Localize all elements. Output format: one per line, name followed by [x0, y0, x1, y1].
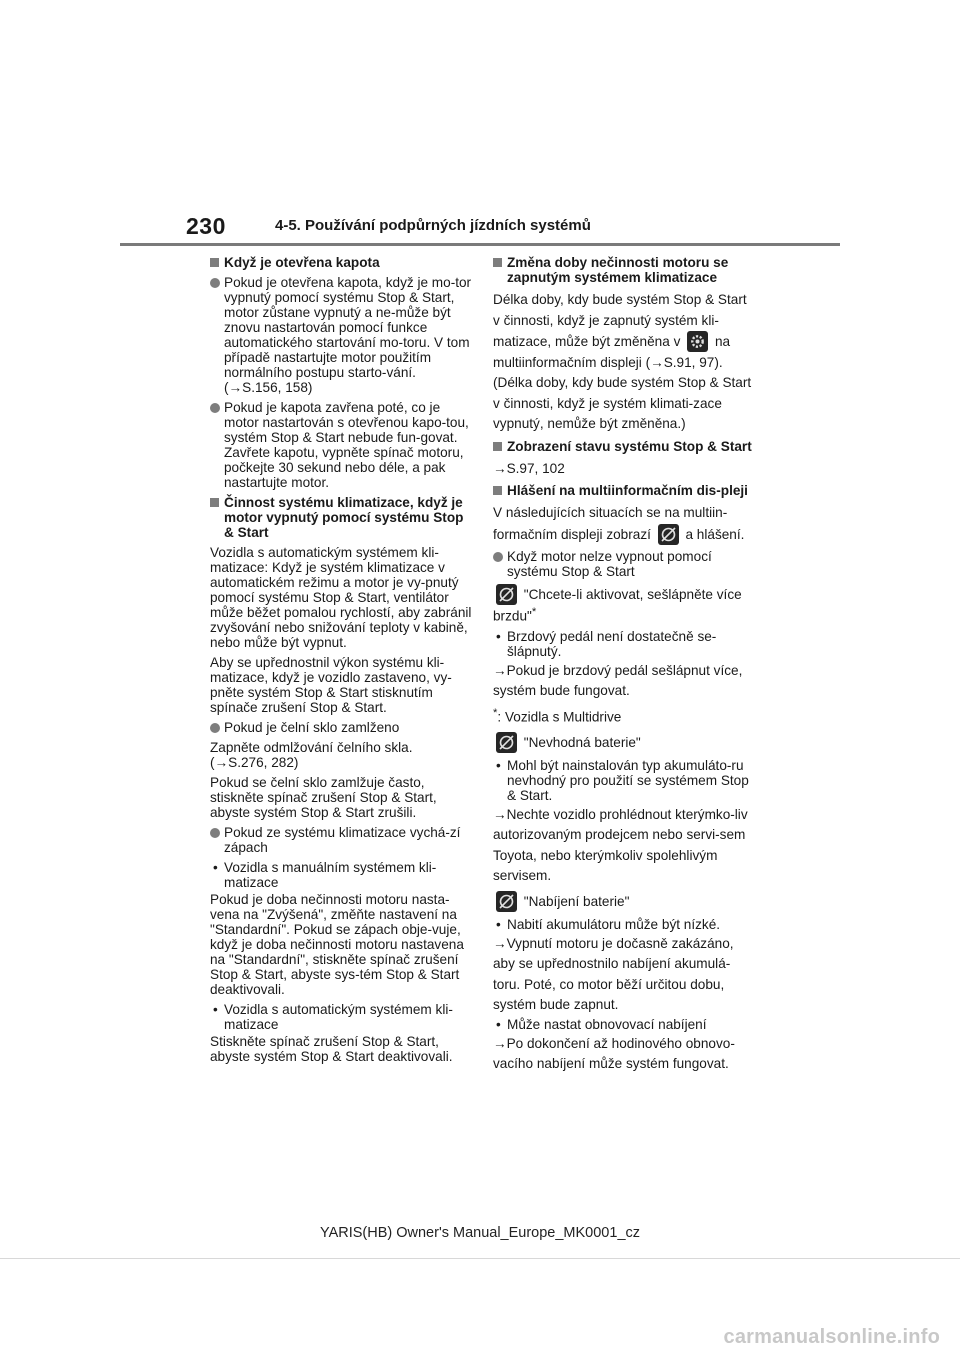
header-divider	[120, 243, 840, 246]
footer-divider	[0, 1258, 960, 1259]
gear-icon	[687, 331, 708, 352]
message-line: "Nevhodná baterie"	[493, 732, 755, 753]
paragraph: Délka doby, kdy bude systém Stop & Start v činnosti, když je zapnutý systém kli-matizace, může být změněna v na multiinformačním displeji (→S.91, 97). (Délka doby, kdy bude systém Stop & Start v činnosti, když je systém klimati-zace vypnutý, nemůže být změněna.)	[493, 292, 752, 431]
circle-bullet-icon	[493, 552, 503, 562]
stop-start-icon	[496, 891, 517, 912]
message-line: "Chcete-li aktivovat, sešlápněte více brzdu"*	[493, 584, 755, 624]
dot-marker: •	[496, 1016, 501, 1032]
heading-stop-start-status: Zobrazení stavu systému Stop & Start	[493, 439, 755, 454]
page-number: 230	[186, 213, 226, 239]
footnote: *: Vozidla s Multidrive	[493, 706, 622, 725]
bullet-item: Pokud je čelní sklo zamlženo	[210, 720, 472, 735]
circle-bullet-icon	[210, 278, 220, 288]
right-column	[493, 255, 755, 1076]
paragraph: →Nechte vozidlo prohlédnout kterýmko-liv autorizovaným prodejcem nebo servi-sem Toyota, nebo kterýmkoliv spolehlivým servisem.	[493, 806, 748, 884]
paragraph: Stiskněte spínač zrušení Stop & Start, abyste systém Stop & Start deaktivovali.	[210, 1034, 453, 1064]
heading-hood-open: Když je otevřena kapota	[210, 255, 472, 270]
sub-bullet-item: • Vozidla s manuálním systémem kli-matizace	[213, 860, 437, 890]
square-bullet-icon	[493, 486, 502, 495]
heading-air-conditioning: Činnost systému klimatizace, když je motor vypnutý pomocí systému Stop & Start	[210, 495, 472, 540]
dot-marker: •	[496, 757, 501, 773]
sub-bullet-item: • Brzdový pedál není dostatečně se-šlápnutý.	[496, 628, 717, 659]
watermark: carmanualsonline.info	[723, 1326, 940, 1348]
page-footer: YARIS(HB) Owner's Manual_Europe_MK0001_cz	[319, 1225, 641, 1241]
sub-bullet-item: • Nabití akumulátoru může být nízké.	[496, 916, 721, 932]
sub-bullet-item: • Mohl být nainstalován typ akumuláto-ru nevhodný pro použití se systémem Stop & Start.	[496, 757, 749, 803]
dot-marker: •	[213, 1002, 218, 1017]
paragraph: Aby se upřednostnil výkon systému kli-matizace, když je vozidlo zastaveno, vy-pněte systém Stop & Start stisknutím spínače zrušení Stop & Start.	[210, 655, 452, 715]
left-column	[210, 255, 472, 1069]
square-bullet-icon	[210, 258, 219, 267]
dot-marker: •	[496, 916, 501, 932]
circle-bullet-icon	[210, 723, 220, 733]
paragraph: Zapněte odmlžování čelního skla. (→S.276, 282)	[210, 740, 413, 770]
stop-start-icon	[496, 732, 517, 753]
paragraph: →Vypnutí motoru je dočasně zakázáno, aby se upřednostnilo nabíjení akumulá-toru. Poté, co motor běží určitou dobu, systém bude zapnut.	[493, 935, 734, 1013]
footnote-marker: *	[493, 706, 498, 719]
bullet-item: Když motor nelze vypnout pomocí systému Stop & Start	[493, 549, 755, 579]
footnote-marker: *	[531, 606, 537, 618]
paragraph: V následujících situacích se na multiin-formačním displeji zobrazí a hlášení.	[493, 503, 755, 545]
section-title: 4-5. Používání podpůrných jízdních systémů	[275, 217, 591, 234]
circle-bullet-icon	[210, 828, 220, 838]
bullet-item: Pokud ze systému klimatizace vychá-zí zápach	[210, 825, 472, 855]
message-line: "Nabíjení baterie"	[493, 891, 755, 912]
bullet-item: Pokud je kapota zavřena poté, co je motor nastartován s otevřenou kapo-tou, systém Stop & Start nebude fun-govat. Zavřete kapotu, vypněte spínač motoru, počkejte 30 sekund nebo déle, a pak nastartujte motor.	[210, 400, 472, 490]
square-bullet-icon	[493, 442, 502, 451]
paragraph: →Po dokončení až hodinového obnovo-vacího nabíjení může systém fungovat.	[493, 1035, 735, 1072]
dot-marker: •	[213, 860, 218, 875]
paragraph: →Pokud je brzdový pedál sešlápnut více, systém bude fungovat.	[493, 662, 743, 699]
page-header	[0, 0, 960, 250]
bullet-item: Pokud je otevřena kapota, když je mo-tor vypnutý pomocí systému Stop & Start, motor zůstane vypnutý a ne-může být znovu nastartován pomocí funkce automatického startování mo-toru. V tom případě nastartujte motor použitím normálního postupu starto-vání. (→S.156, 158)	[210, 275, 472, 395]
circle-bullet-icon	[210, 403, 220, 413]
square-bullet-icon	[210, 498, 219, 507]
paragraph: Pokud se čelní sklo zamlžuje často, stiskněte spínač zrušení Stop & Start, abyste systém Stop & Start zrušili.	[210, 775, 437, 820]
sub-bullet-item: • Může nastat obnovovací nabíjení	[496, 1016, 707, 1032]
paragraph: Pokud je doba nečinnosti motoru nasta-vena na "Zvýšená", změňte nastavení na "Standardní". Pokud se zápach obje-vuje, když je doba nečinnosti motoru nastavena na "Standardní", stiskněte spínač zrušení Stop & Start, abyste sys-tém Stop & Start deaktivovali.	[210, 892, 464, 997]
stop-start-icon	[496, 584, 517, 605]
square-bullet-icon	[493, 258, 502, 267]
dot-marker: •	[496, 628, 501, 644]
paragraph: Vozidla s automatickým systémem kli-matizace: Když je systém klimatizace v automatickém režimu a motor je vy-pnutý pomocí systému Stop & Start, ventilátor může běžet pomalou rychlostí, aby zabránil zvyšování nebo snižování teploty v kabině, nebo může být vypnut.	[210, 545, 472, 650]
heading-mid-messages: Hlášení na multiinformačním dis-pleji	[493, 483, 755, 498]
heading-idle-time: Změna doby nečinnosti motoru se zapnutým systémem klimatizace	[493, 255, 755, 285]
paragraph: →S.97, 102	[493, 460, 565, 476]
sub-bullet-item: • Vozidla s automatickým systémem kli-matizace	[213, 1002, 453, 1032]
stop-start-icon	[658, 524, 679, 545]
